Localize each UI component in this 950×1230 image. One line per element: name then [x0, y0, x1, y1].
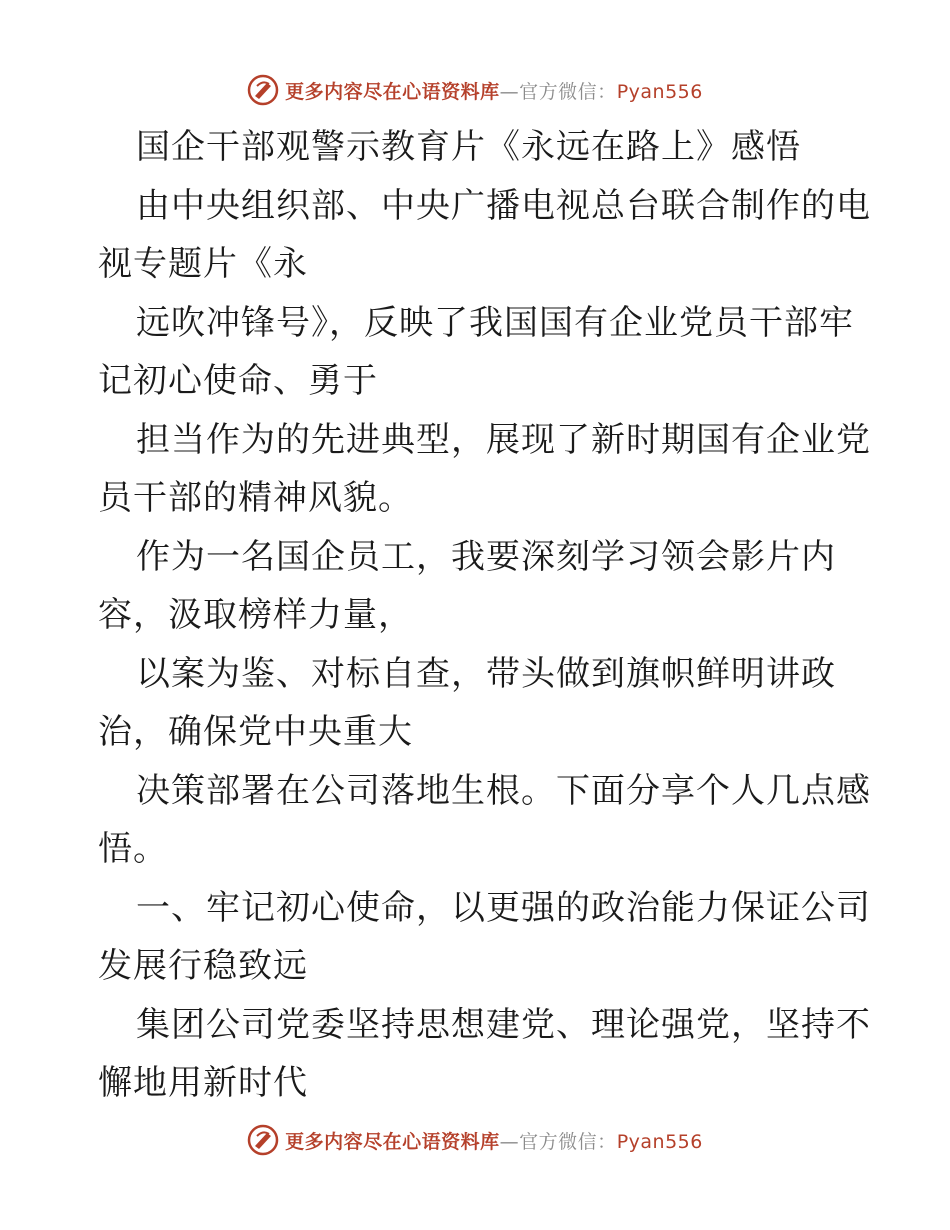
watermark-main: 更多内容尽在心语资料库 [285, 1130, 500, 1153]
header-watermark [0, 72, 950, 108]
document-title: 国企干部观警示教育片《永远在路上》感悟 [136, 127, 801, 167]
paragraph-line: 懈地用新时代 [98, 1063, 308, 1103]
watermark-contact-id: Pyan556 [616, 80, 703, 103]
library-logo-icon [247, 1124, 279, 1156]
paragraph-line: 决策部署在公司落地生根。下面分享个人几点感 [136, 770, 871, 811]
paragraph-line: 容，汲取榜样力量， [98, 595, 413, 635]
paragraph-line: 以案为鉴、对标自查，带头做到旗帜鲜明讲政 [136, 653, 836, 694]
document-body [98, 118, 871, 1113]
watermark-separator: — [499, 80, 520, 103]
watermark-text [285, 1127, 703, 1154]
paragraph-line: 远吹冲锋号》，反映了我国国有企业党员干部牢 [136, 302, 854, 343]
watermark-contact-id: Pyan556 [616, 1130, 703, 1153]
paragraph-line: 员干部的精神风貌。 [98, 478, 413, 518]
watermark-separator: — [499, 1130, 520, 1153]
paragraph-line: 担当作为的先进典型，展现了新时期国有企业党 [136, 419, 871, 460]
paragraph-line: 作为一名国企员工，我要深刻学习领会影片内 [136, 536, 836, 577]
paragraph-line: 悟。 [98, 829, 168, 869]
paragraph-line: 视专题片《永 [98, 244, 308, 284]
paragraph-line: 治，确保党中央重大 [98, 712, 413, 752]
section-heading: 一、牢记初心使命，以更强的政治能力保证公司 [136, 887, 871, 928]
library-logo-icon [247, 74, 279, 106]
watermark-contact-label: 官方微信： [519, 1130, 617, 1153]
paragraph-line: 由中央组织部、中央广播电视总台联合制作的电 [136, 185, 871, 226]
footer-watermark [0, 1122, 950, 1158]
watermark-text [285, 77, 703, 104]
paragraph-line: 记初心使命、勇于 [98, 361, 378, 401]
watermark-main: 更多内容尽在心语资料库 [285, 80, 500, 103]
paragraph-line: 集团公司党委坚持思想建党、理论强党，坚持不 [136, 1004, 871, 1045]
section-heading-continued: 发展行稳致远 [98, 946, 308, 986]
watermark-contact-label: 官方微信： [519, 80, 617, 103]
